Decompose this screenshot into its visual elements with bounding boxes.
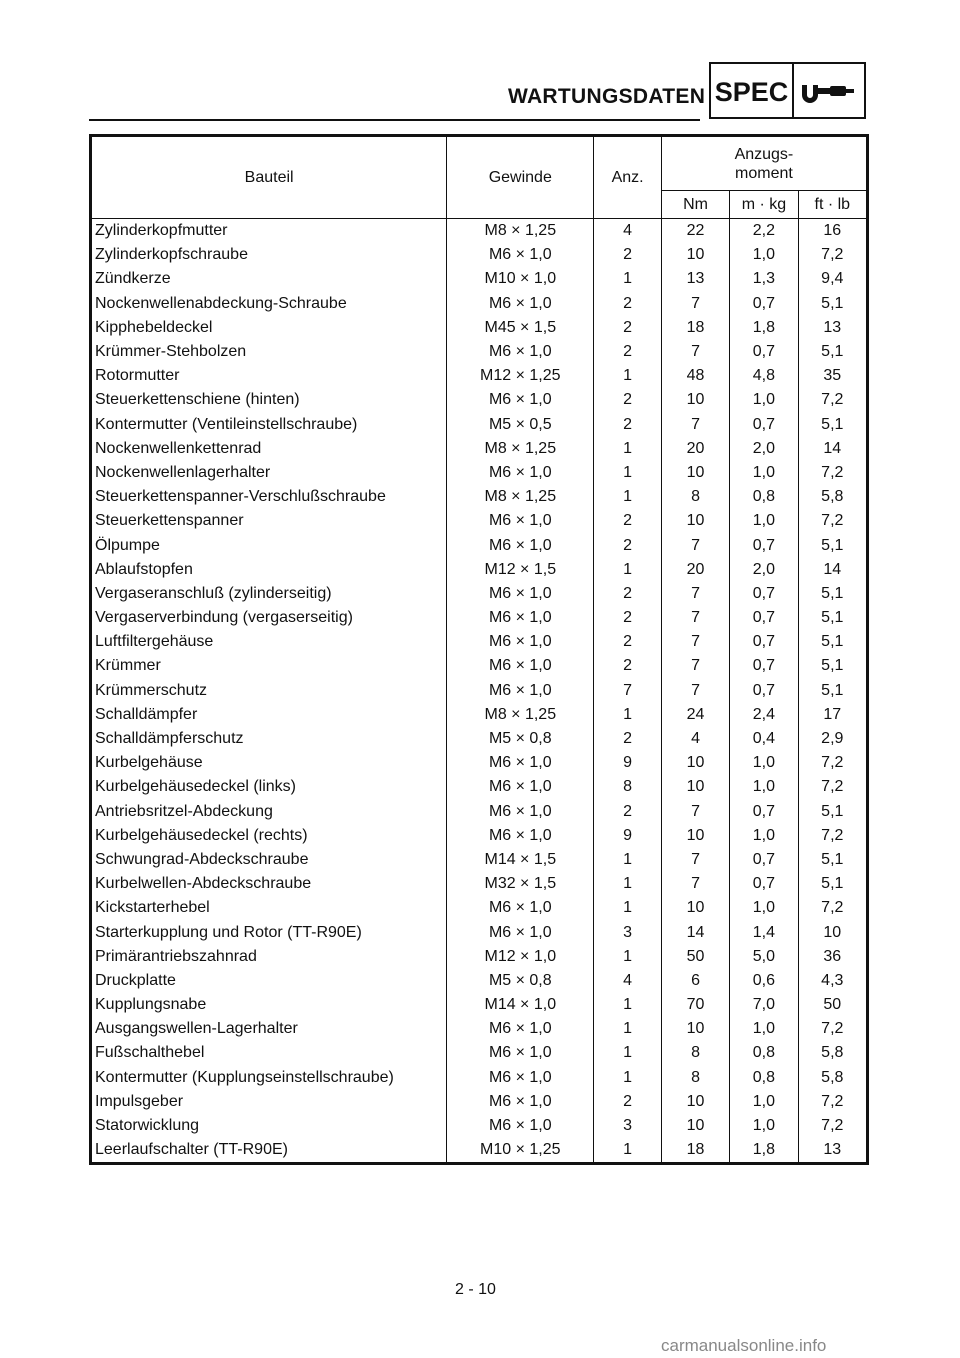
cell-qty: 1 xyxy=(594,461,662,485)
cell-part: Kupplungsnabe xyxy=(91,993,447,1017)
cell-part: Kurbelwellen-Abdeckschraube xyxy=(91,872,447,896)
cell-nm: 10 xyxy=(661,751,729,775)
micrometer-icon-svg xyxy=(799,82,859,106)
watermark: carmanualsonline.info xyxy=(661,1336,827,1355)
cell-thread: M6 × 1,0 xyxy=(447,582,594,606)
page-title: WARTUNGSDATEN xyxy=(508,85,706,108)
cell-qty: 1 xyxy=(594,364,662,388)
cell-qty: 9 xyxy=(594,751,662,775)
cell-mkg: 0,6 xyxy=(730,969,798,993)
cell-qty: 1 xyxy=(594,485,662,509)
cell-nm: 6 xyxy=(661,969,729,993)
cell-qty: 3 xyxy=(594,920,662,944)
cell-qty: 2 xyxy=(594,388,662,412)
cell-qty: 1 xyxy=(594,267,662,291)
cell-nm: 7 xyxy=(661,872,729,896)
cell-qty: 1 xyxy=(594,945,662,969)
cell-thread: M5 × 0,8 xyxy=(447,969,594,993)
cell-nm: 7 xyxy=(661,533,729,557)
cell-thread: M6 × 1,0 xyxy=(447,243,594,267)
cell-qty: 8 xyxy=(594,775,662,799)
cell-part: Krümmer-Stehbolzen xyxy=(91,340,447,364)
table-row xyxy=(91,1066,868,1090)
table-row xyxy=(91,848,868,872)
cell-mkg: 1,0 xyxy=(730,243,798,267)
page-number: 2 - 10 xyxy=(455,1281,496,1298)
cell-part: Zündkerze xyxy=(91,267,447,291)
cell-thread: M6 × 1,0 xyxy=(447,388,594,412)
cell-ftlb: 14 xyxy=(798,558,867,582)
cell-ftlb: 17 xyxy=(798,703,867,727)
table-row xyxy=(91,896,868,920)
cell-part: Kurbelgehäusedeckel (rechts) xyxy=(91,824,447,848)
table-row xyxy=(91,509,868,533)
cell-nm: 10 xyxy=(661,388,729,412)
cell-nm: 7 xyxy=(661,848,729,872)
cell-ftlb: 7,2 xyxy=(798,509,867,533)
cell-mkg: 0,7 xyxy=(730,872,798,896)
cell-qty: 1 xyxy=(594,437,662,461)
cell-part: Leerlaufschalter (TT-R90E) xyxy=(91,1138,447,1164)
cell-ftlb: 36 xyxy=(798,945,867,969)
cell-nm: 7 xyxy=(661,654,729,678)
cell-ftlb: 5,8 xyxy=(798,1066,867,1090)
cell-nm: 10 xyxy=(661,1090,729,1114)
page-header xyxy=(89,62,868,122)
table-row xyxy=(91,751,868,775)
cell-mkg: 0,8 xyxy=(730,485,798,509)
cell-qty: 2 xyxy=(594,413,662,437)
cell-mkg: 1,0 xyxy=(730,388,798,412)
cell-thread: M8 × 1,25 xyxy=(447,485,594,509)
cell-nm: 7 xyxy=(661,413,729,437)
cell-part: Kickstarterhebel xyxy=(91,896,447,920)
cell-nm: 14 xyxy=(661,920,729,944)
table-row xyxy=(91,679,868,703)
cell-nm: 18 xyxy=(661,1138,729,1164)
table-row xyxy=(91,775,868,799)
cell-nm: 10 xyxy=(661,461,729,485)
cell-nm: 4 xyxy=(661,727,729,751)
cell-ftlb: 5,8 xyxy=(798,485,867,509)
header-nm: Nm xyxy=(661,191,729,219)
cell-part: Starterkupplung und Rotor (TT-R90E) xyxy=(91,920,447,944)
cell-qty: 1 xyxy=(594,896,662,920)
cell-ftlb: 7,2 xyxy=(798,751,867,775)
cell-mkg: 0,4 xyxy=(730,727,798,751)
cell-ftlb: 7,2 xyxy=(798,824,867,848)
cell-qty: 2 xyxy=(594,340,662,364)
cell-mkg: 0,7 xyxy=(730,582,798,606)
cell-mkg: 0,7 xyxy=(730,533,798,557)
cell-part: Vergaseranschluß (zylinderseitig) xyxy=(91,582,447,606)
cell-part: Ablaufstopfen xyxy=(91,558,447,582)
header-qty: Anz. xyxy=(594,136,662,219)
cell-qty: 2 xyxy=(594,727,662,751)
cell-mkg: 0,7 xyxy=(730,606,798,630)
cell-part: Kurbelgehäusedeckel (links) xyxy=(91,775,447,799)
cell-mkg: 1,8 xyxy=(730,316,798,340)
cell-thread: M6 × 1,0 xyxy=(447,461,594,485)
cell-mkg: 0,7 xyxy=(730,413,798,437)
cell-ftlb: 7,2 xyxy=(798,775,867,799)
cell-mkg: 1,0 xyxy=(730,461,798,485)
cell-nm: 10 xyxy=(661,243,729,267)
cell-part: Rotormutter xyxy=(91,364,447,388)
cell-ftlb: 4,3 xyxy=(798,969,867,993)
cell-ftlb: 7,2 xyxy=(798,388,867,412)
table-row xyxy=(91,1138,868,1164)
table-row xyxy=(91,654,868,678)
cell-part: Nockenwellenkettenrad xyxy=(91,437,447,461)
cell-nm: 70 xyxy=(661,993,729,1017)
cell-nm: 7 xyxy=(661,630,729,654)
cell-thread: M6 × 1,0 xyxy=(447,630,594,654)
cell-mkg: 2,2 xyxy=(730,219,798,244)
cell-part: Kontermutter (Kupplungseinstellschraube) xyxy=(91,1066,447,1090)
cell-qty: 2 xyxy=(594,800,662,824)
table-row xyxy=(91,292,868,316)
cell-nm: 10 xyxy=(661,1114,729,1138)
cell-thread: M8 × 1,25 xyxy=(447,703,594,727)
cell-part: Schalldämpfer xyxy=(91,703,447,727)
spec-badge xyxy=(709,62,866,119)
cell-part: Steuerkettenspanner-Verschlußschraube xyxy=(91,485,447,509)
cell-nm: 10 xyxy=(661,896,729,920)
cell-thread: M8 × 1,25 xyxy=(447,437,594,461)
cell-qty: 2 xyxy=(594,606,662,630)
cell-ftlb: 9,4 xyxy=(798,267,867,291)
cell-mkg: 0,7 xyxy=(730,630,798,654)
title-underline xyxy=(89,119,700,121)
table-row xyxy=(91,920,868,944)
cell-thread: M12 × 1,25 xyxy=(447,364,594,388)
cell-thread: M6 × 1,0 xyxy=(447,920,594,944)
table-row xyxy=(91,364,868,388)
torque-spec-table xyxy=(89,134,869,1165)
table-row xyxy=(91,340,868,364)
cell-qty: 2 xyxy=(594,292,662,316)
cell-part: Druckplatte xyxy=(91,969,447,993)
table-row xyxy=(91,993,868,1017)
cell-part: Luftfiltergehäuse xyxy=(91,630,447,654)
cell-part: Nockenwellenlagerhalter xyxy=(91,461,447,485)
cell-mkg: 0,7 xyxy=(730,654,798,678)
cell-ftlb: 14 xyxy=(798,437,867,461)
table-row xyxy=(91,800,868,824)
cell-nm: 7 xyxy=(661,800,729,824)
cell-nm: 10 xyxy=(661,775,729,799)
cell-qty: 2 xyxy=(594,1090,662,1114)
table-row xyxy=(91,461,868,485)
cell-nm: 7 xyxy=(661,679,729,703)
table-row xyxy=(91,243,868,267)
cell-thread: M10 × 1,25 xyxy=(447,1138,594,1164)
header-part: Bauteil xyxy=(91,136,447,219)
table-row xyxy=(91,727,868,751)
cell-thread: M45 × 1,5 xyxy=(447,316,594,340)
cell-qty: 2 xyxy=(594,316,662,340)
cell-mkg: 4,8 xyxy=(730,364,798,388)
cell-thread: M6 × 1,0 xyxy=(447,1017,594,1041)
cell-qty: 3 xyxy=(594,1114,662,1138)
cell-thread: M6 × 1,0 xyxy=(447,896,594,920)
cell-qty: 2 xyxy=(594,654,662,678)
cell-ftlb: 5,1 xyxy=(798,340,867,364)
table-row xyxy=(91,533,868,557)
cell-part: Steuerkettenschiene (hinten) xyxy=(91,388,447,412)
cell-ftlb: 5,1 xyxy=(798,800,867,824)
cell-ftlb: 7,2 xyxy=(798,461,867,485)
table-row xyxy=(91,219,868,244)
cell-mkg: 0,7 xyxy=(730,292,798,316)
table-row xyxy=(91,703,868,727)
cell-part: Statorwicklung xyxy=(91,1114,447,1138)
cell-mkg: 1,0 xyxy=(730,751,798,775)
cell-ftlb: 5,1 xyxy=(798,413,867,437)
cell-thread: M6 × 1,0 xyxy=(447,751,594,775)
cell-mkg: 7,0 xyxy=(730,993,798,1017)
cell-qty: 2 xyxy=(594,509,662,533)
cell-qty: 7 xyxy=(594,679,662,703)
table-row xyxy=(91,485,868,509)
cell-ftlb: 2,9 xyxy=(798,727,867,751)
cell-part: Vergaserverbindung (vergaserseitig) xyxy=(91,606,447,630)
table-row xyxy=(91,437,868,461)
cell-thread: M6 × 1,0 xyxy=(447,824,594,848)
cell-thread: M14 × 1,5 xyxy=(447,848,594,872)
cell-thread: M12 × 1,5 xyxy=(447,558,594,582)
table-row xyxy=(91,969,868,993)
cell-thread: M6 × 1,0 xyxy=(447,654,594,678)
cell-qty: 2 xyxy=(594,243,662,267)
cell-ftlb: 5,1 xyxy=(798,654,867,678)
cell-qty: 2 xyxy=(594,630,662,654)
cell-mkg: 1,0 xyxy=(730,509,798,533)
cell-part: Ölpumpe xyxy=(91,533,447,557)
cell-thread: M6 × 1,0 xyxy=(447,340,594,364)
cell-mkg: 5,0 xyxy=(730,945,798,969)
cell-nm: 10 xyxy=(661,509,729,533)
table-row xyxy=(91,630,868,654)
cell-mkg: 0,7 xyxy=(730,679,798,703)
cell-ftlb: 35 xyxy=(798,364,867,388)
cell-ftlb: 5,1 xyxy=(798,679,867,703)
cell-part: Antriebsritzel-Abdeckung xyxy=(91,800,447,824)
cell-qty: 2 xyxy=(594,582,662,606)
cell-ftlb: 5,1 xyxy=(798,292,867,316)
cell-qty: 1 xyxy=(594,1138,662,1164)
cell-mkg: 2,4 xyxy=(730,703,798,727)
cell-thread: M6 × 1,0 xyxy=(447,775,594,799)
cell-part: Impulsgeber xyxy=(91,1090,447,1114)
cell-thread: M6 × 1,0 xyxy=(447,679,594,703)
table-row xyxy=(91,1017,868,1041)
cell-nm: 7 xyxy=(661,340,729,364)
cell-nm: 8 xyxy=(661,1066,729,1090)
cell-ftlb: 7,2 xyxy=(798,1090,867,1114)
table-row xyxy=(91,1114,868,1138)
cell-thread: M6 × 1,0 xyxy=(447,509,594,533)
cell-part: Schalldämpferschutz xyxy=(91,727,447,751)
cell-mkg: 1,0 xyxy=(730,1017,798,1041)
cell-nm: 24 xyxy=(661,703,729,727)
cell-ftlb: 5,1 xyxy=(798,533,867,557)
cell-mkg: 0,7 xyxy=(730,340,798,364)
cell-qty: 1 xyxy=(594,872,662,896)
cell-nm: 10 xyxy=(661,1017,729,1041)
cell-ftlb: 5,1 xyxy=(798,630,867,654)
cell-mkg: 1,0 xyxy=(730,1090,798,1114)
cell-nm: 10 xyxy=(661,824,729,848)
cell-part: Schwungrad-Abdeckschraube xyxy=(91,848,447,872)
header-ftlb: ft · lb xyxy=(798,191,867,219)
cell-nm: 7 xyxy=(661,292,729,316)
cell-nm: 8 xyxy=(661,485,729,509)
cell-ftlb: 10 xyxy=(798,920,867,944)
cell-thread: M6 × 1,0 xyxy=(447,1090,594,1114)
cell-thread: M14 × 1,0 xyxy=(447,993,594,1017)
cell-thread: M6 × 1,0 xyxy=(447,292,594,316)
cell-ftlb: 7,2 xyxy=(798,243,867,267)
cell-mkg: 1,0 xyxy=(730,824,798,848)
header-mkg: m · kg xyxy=(730,191,798,219)
cell-mkg: 1,3 xyxy=(730,267,798,291)
cell-thread: M6 × 1,0 xyxy=(447,1066,594,1090)
cell-mkg: 0,8 xyxy=(730,1041,798,1065)
cell-ftlb: 5,1 xyxy=(798,606,867,630)
cell-qty: 1 xyxy=(594,1017,662,1041)
cell-mkg: 0,7 xyxy=(730,848,798,872)
cell-thread: M32 × 1,5 xyxy=(447,872,594,896)
cell-part: Zylinderkopfmutter xyxy=(91,219,447,244)
cell-qty: 1 xyxy=(594,703,662,727)
cell-thread: M6 × 1,0 xyxy=(447,533,594,557)
cell-qty: 9 xyxy=(594,824,662,848)
cell-nm: 7 xyxy=(661,606,729,630)
table-row xyxy=(91,388,868,412)
cell-nm: 13 xyxy=(661,267,729,291)
cell-ftlb: 13 xyxy=(798,316,867,340)
cell-ftlb: 5,1 xyxy=(798,848,867,872)
cell-part: Kipphebeldeckel xyxy=(91,316,447,340)
cell-part: Nockenwellenabdeckung-Schraube xyxy=(91,292,447,316)
cell-thread: M5 × 0,8 xyxy=(447,727,594,751)
table-row xyxy=(91,558,868,582)
table-row xyxy=(91,872,868,896)
cell-part: Fußschalthebel xyxy=(91,1041,447,1065)
cell-mkg: 0,7 xyxy=(730,800,798,824)
cell-thread: M8 × 1,25 xyxy=(447,219,594,244)
header-torque-line1: Anzugs- xyxy=(734,145,794,163)
micrometer-icon xyxy=(794,64,864,117)
cell-part: Kurbelgehäuse xyxy=(91,751,447,775)
cell-thread: M5 × 0,5 xyxy=(447,413,594,437)
cell-ftlb: 5,8 xyxy=(798,1041,867,1065)
header-thread: Gewinde xyxy=(447,136,594,219)
cell-thread: M6 × 1,0 xyxy=(447,1114,594,1138)
cell-part: Primärantriebszahnrad xyxy=(91,945,447,969)
table-row xyxy=(91,1041,868,1065)
cell-qty: 1 xyxy=(594,558,662,582)
cell-mkg: 1,0 xyxy=(730,1114,798,1138)
cell-part: Krümmerschutz xyxy=(91,679,447,703)
cell-ftlb: 50 xyxy=(798,993,867,1017)
cell-thread: M10 × 1,0 xyxy=(447,267,594,291)
cell-part: Ausgangswellen-Lagerhalter xyxy=(91,1017,447,1041)
cell-ftlb: 16 xyxy=(798,219,867,244)
cell-ftlb: 7,2 xyxy=(798,1017,867,1041)
header-torque-line2: moment xyxy=(735,164,793,182)
cell-mkg: 1,0 xyxy=(730,775,798,799)
table-row xyxy=(91,824,868,848)
table-row xyxy=(91,316,868,340)
cell-mkg: 2,0 xyxy=(730,437,798,461)
cell-ftlb: 5,1 xyxy=(798,582,867,606)
table-body xyxy=(91,219,868,1164)
cell-nm: 7 xyxy=(661,582,729,606)
cell-nm: 20 xyxy=(661,558,729,582)
cell-nm: 48 xyxy=(661,364,729,388)
cell-mkg: 1,4 xyxy=(730,920,798,944)
cell-nm: 8 xyxy=(661,1041,729,1065)
cell-mkg: 1,0 xyxy=(730,896,798,920)
cell-ftlb: 5,1 xyxy=(798,872,867,896)
cell-mkg: 2,0 xyxy=(730,558,798,582)
cell-part: Kontermutter (Ventileinstellschraube) xyxy=(91,413,447,437)
cell-qty: 1 xyxy=(594,1066,662,1090)
table-row xyxy=(91,267,868,291)
table-row xyxy=(91,582,868,606)
table-row xyxy=(91,606,868,630)
cell-part: Krümmer xyxy=(91,654,447,678)
cell-qty: 4 xyxy=(594,969,662,993)
cell-nm: 20 xyxy=(661,437,729,461)
cell-qty: 1 xyxy=(594,993,662,1017)
cell-ftlb: 7,2 xyxy=(798,1114,867,1138)
cell-nm: 50 xyxy=(661,945,729,969)
cell-part: Zylinderkopfschraube xyxy=(91,243,447,267)
cell-ftlb: 7,2 xyxy=(798,896,867,920)
cell-thread: M6 × 1,0 xyxy=(447,1041,594,1065)
cell-qty: 4 xyxy=(594,219,662,244)
cell-part: Steuerkettenspanner xyxy=(91,509,447,533)
cell-thread: M6 × 1,0 xyxy=(447,800,594,824)
spec-label: SPEC xyxy=(711,64,794,117)
cell-qty: 1 xyxy=(594,1041,662,1065)
cell-thread: M12 × 1,0 xyxy=(447,945,594,969)
cell-ftlb: 13 xyxy=(798,1138,867,1164)
table-row xyxy=(91,1090,868,1114)
table-row xyxy=(91,413,868,437)
table-row xyxy=(91,945,868,969)
cell-nm: 18 xyxy=(661,316,729,340)
cell-mkg: 1,8 xyxy=(730,1138,798,1164)
cell-qty: 2 xyxy=(594,533,662,557)
cell-thread: M6 × 1,0 xyxy=(447,606,594,630)
cell-qty: 1 xyxy=(594,848,662,872)
header-torque-group xyxy=(661,136,867,191)
cell-nm: 22 xyxy=(661,219,729,244)
cell-mkg: 0,8 xyxy=(730,1066,798,1090)
